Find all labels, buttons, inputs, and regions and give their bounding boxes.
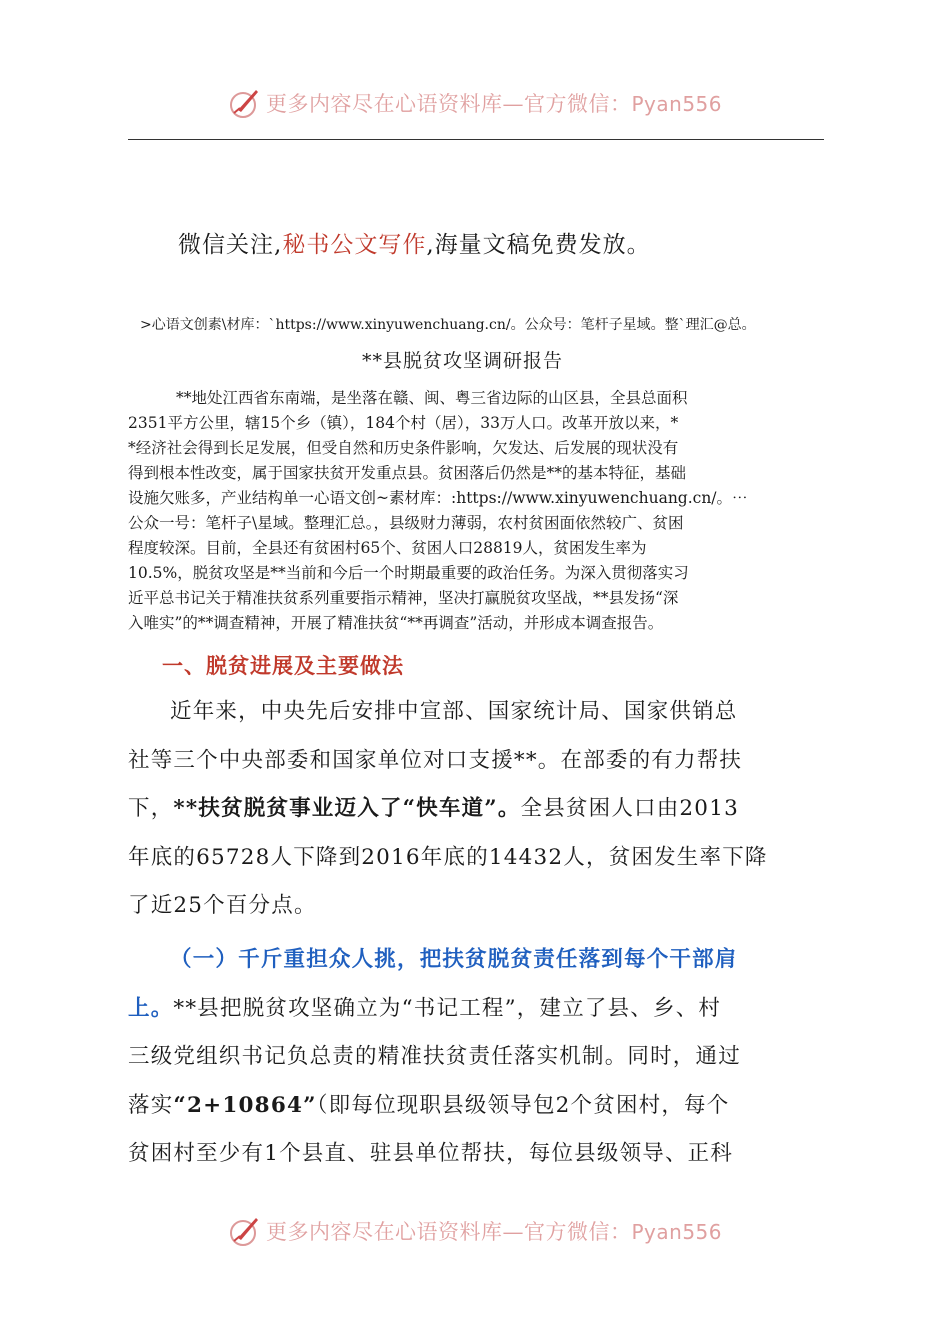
document-title: **县脱贫攻坚调研报告: [362, 350, 564, 372]
source-line: >心语文创素\材库：`https://www.xinyuwenchuang.cn/。公众号：笔杆子星域。整`理汇@总。: [140, 317, 756, 333]
bold-phrase: **扶贫脱贫事业迈入了“快车道”。: [173, 796, 521, 821]
header-banner-text: 更多内容尽在心语资料库—官方微信：Pyan556: [266, 92, 723, 116]
intro-line: *经济社会得到长足发展，但受自然和历史条件影响，欠发达、后发展的现状没有: [128, 439, 679, 457]
paragraph-line: 年底的65728人下降到2016年底的14432人，贫困发生率下降: [128, 844, 768, 870]
intro-line: 2351平方公里，辖15个乡（镇），184个村（居），33万人口。改革开放以来，*: [128, 414, 679, 432]
intro-line: 得到根本性改变，属于国家扶贫开发重点县。贫困落后仍然是**的基本特征，基础: [128, 464, 687, 482]
paragraph-line: 落实“2+10864”（即每位现职县级领导包2个贫困村，每个: [128, 1092, 730, 1118]
footer-banner: [0, 1210, 950, 1250]
quill-logo-icon: [228, 86, 262, 120]
footer-banner-text: 更多内容尽在心语资料库—官方微信：Pyan556: [266, 1220, 723, 1244]
intro-line: 10.5%，脱贫攻坚是**当前和今后一个时期最重要的政治任务。为深入贯彻落实习: [128, 564, 689, 582]
subheading-line: （一）千斤重担众人挑，把扶贫脱贫责任落到每个干部肩: [170, 947, 738, 972]
paragraph-line: 三级党组织书记负总责的精准扶贫责任落实机制。同时，通过: [128, 1044, 741, 1069]
paragraph-responsibility: [128, 936, 828, 1179]
paragraph-line: 上。**县把脱贫攻坚确立为“书记工程”，建立了县、乡、村: [128, 995, 722, 1021]
intro-line: 近平总书记关于精准扶贫系列重要指示精神，坚决打赢脱贫攻坚战，**县发扬“深: [128, 589, 679, 607]
paragraph-line: 社等三个中央部委和国家单位对口支援**。在部委的有力帮扶: [128, 747, 743, 773]
quill-logo-icon: [228, 1214, 262, 1248]
intro-paragraph: [128, 386, 828, 636]
paragraph-line: 贫困村至少有1个县直、驻县单位帮扶，每位县级领导、正科: [128, 1141, 734, 1166]
intro-line: 设施欠账多，产业结构单一心语文创~素材库：:https://www.xinyuwenchuang.cn/。⋯: [128, 489, 748, 507]
intro-line: 程度较深。目前，全县还有贫困村65个、贫困人口28819人，贫困发生率为: [128, 539, 647, 557]
section-heading: 一、脱贫进展及主要做法: [162, 653, 404, 678]
wechat-account-name: 秘书公文写作: [282, 232, 427, 258]
intro-line: 入唯实”的**调查精神，开展了精准扶贫“**再调查”活动，并形成本调查报告。: [128, 614, 664, 632]
intro-line: 公众一号：笔杆子\星域。整理汇总。，县级财力薄弱，农村贫困面依然较广、贫困: [128, 514, 684, 532]
paragraph-line: 近年来，中央先后安排中宣部、国家统计局、国家供销总: [170, 699, 738, 724]
bold-phrase: “2+10864”: [173, 1092, 317, 1118]
paragraph-line: 了近25个百分点。: [128, 893, 317, 918]
paragraph-line: 下，**扶贫脱贫事业迈入了“快车道”。全县贫困人口由2013: [128, 796, 739, 821]
wechat-follow-line: 微信关注,秘书公文写作,海量文稿免费发放。: [178, 232, 651, 258]
header-banner: [0, 82, 950, 122]
intro-line: **地处江西省东南端，是坐落在赣、闽、粤三省边际的山区县，全县总面积: [176, 389, 688, 407]
paragraph-progress: [128, 688, 828, 931]
header-divider: [128, 139, 824, 140]
